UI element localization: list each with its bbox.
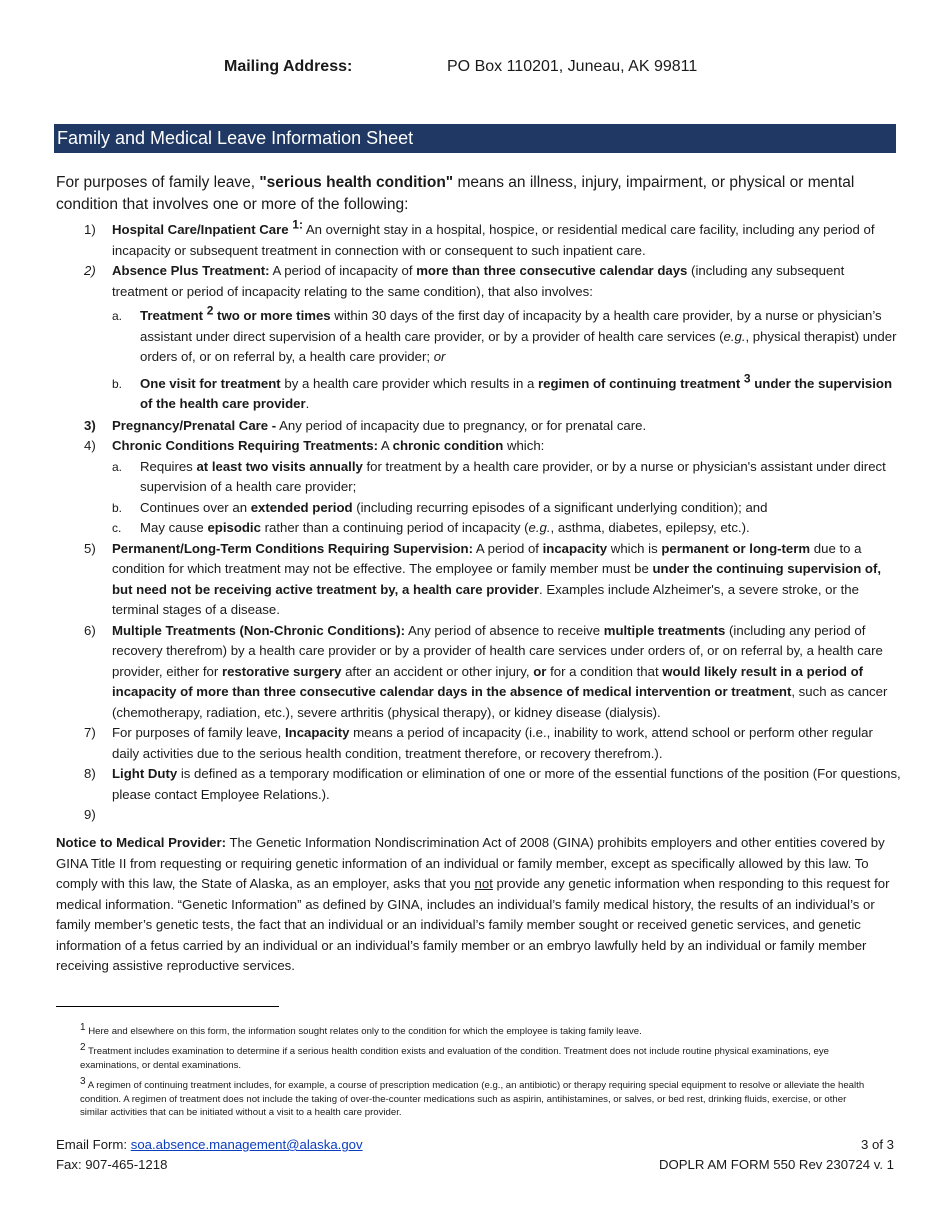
item-text: due to a condition for which treatment may not be effective. The employee or family member must be	[112, 540, 862, 576]
item-text: , asthma, diabetes, epilepsy, etc.).	[550, 520, 750, 535]
footnote-text: Here and elsewhere on this form, the information sought relates only to the condition for which the employee is taking family leave.	[85, 1026, 642, 1037]
item-text: Any period of absence to receive	[405, 622, 604, 638]
item-text: . Examples include Alzheimer's, a severe stroke, or the terminal stages of a disease.	[112, 581, 859, 617]
item-text: for a condition that	[546, 663, 663, 679]
form-identifier: DOPLR AM FORM 550 Rev 230724 v. 1	[658, 1157, 894, 1172]
item-title: Chronic Conditions Requiring Treatments:	[112, 438, 378, 453]
item-bold: incapacity	[542, 540, 608, 556]
list-number: 6)	[84, 622, 96, 638]
item-text: Any period of incapacity due to pregnancy, or for prenatal care.	[276, 417, 647, 433]
list-number: 4)	[84, 438, 96, 453]
item-bold: or	[533, 663, 547, 679]
item-title: Multiple Treatments (Non-Chronic Conditions):	[112, 622, 406, 638]
item-text: rather than a continuing period of incapacity (	[260, 520, 529, 535]
item-text: , such as cancer (chemotherapy, radiation, etc.), severe arthritis (physical therapy), or kidney disease (dialysis).	[112, 684, 888, 720]
item-bold: two or more times	[213, 308, 331, 323]
page-number: 3 of 3	[861, 1137, 894, 1152]
item-text: after an accident or other injury,	[341, 663, 534, 679]
mailing-address-value: PO Box 110201, Juneau, AK 99811	[447, 58, 698, 75]
intro-text-2: means an illness, injury, impairment, or physical or mental condition that involves one or more of the following:	[56, 174, 855, 213]
notice-to-medical-provider	[56, 833, 908, 977]
item-italic: or	[433, 349, 446, 364]
item-text: (including recurring episodes of a significant underlying condition); and	[352, 499, 768, 515]
item-text: is defined as a temporary modification or elimination of one or more of the essential functions of the position (For questions, please contact Employee Relations.).	[112, 766, 901, 802]
item-bold: under the continuing supervision of, but need not be receiving active treatment by, a health care provider	[112, 561, 882, 597]
item-text: by a health care provider which results in a	[280, 375, 538, 391]
item-text: A period of incapacity of	[269, 263, 417, 278]
list-letter: c.	[112, 521, 122, 535]
list-item-incapacity	[84, 723, 902, 764]
item-bold: episodic	[207, 520, 261, 535]
footnote-mark: 2	[80, 1041, 86, 1053]
item-title: Absence Plus Treatment:	[112, 263, 270, 278]
notice-text-2: provide any genetic information when responding to this request for medical information. “Genetic Information” as defined by GINA, includes an individual’s family medical history, the results of an individual’s or family member’s genetic tests, the fact that an individual or an individual’s family member sought or received genetic services, and genetic information of a fetus carried by an individual or an individual’s family member or an embryo lawfully held by an individual or family member receiving assistive reproductive services.	[56, 876, 890, 973]
item-bold: Light Duty	[112, 766, 178, 781]
list-number: 8)	[84, 766, 96, 781]
footer-meta	[659, 1135, 894, 1175]
sub-item-two-visits	[84, 457, 902, 498]
footnote-text: Treatment includes examination to determine if a serious health condition exists and evaluation of the condition. Treatment does not include routine physical examinations, eye examinations, or dental examinations.	[80, 1046, 829, 1071]
footnote-3	[80, 1075, 870, 1120]
list-letter: a.	[112, 309, 123, 323]
item-bold: under the supervision of the health care provider	[140, 375, 893, 411]
item-bold: multiple treatments	[603, 622, 726, 638]
item-bold: Incapacity	[284, 725, 350, 740]
item-text: For purposes of family leave,	[112, 725, 285, 740]
item-bold: extended period	[250, 499, 353, 515]
footnote-mark: 3	[80, 1075, 86, 1087]
item-text: May cause	[140, 520, 208, 535]
list-letter: b.	[112, 376, 123, 391]
item-bold: would likely result in a period of incapacity of more than three consecutive calendar days in the absence of medical intervention or treatment	[112, 663, 864, 699]
notice-text: The Genetic Information Nondiscrimination Act of 2008 (GINA) prohibits employers and other entities covered by GINA Title II from requesting or requiring genetic information of an individual or family member, except as specifically allowed by this law. To comply with this law, the State of Alaska, as an employer, asks that you	[56, 835, 885, 891]
item-text: Continues over an	[140, 499, 251, 515]
notice-underlined-not: not	[474, 876, 493, 891]
footer-contact	[56, 1135, 363, 1175]
item-text: means a period of incapacity (i.e., inability to work, attend school or perform other regular daily activities due to the serious health condition, treatment therefore, or recovery therefrom.).	[112, 725, 873, 761]
list-number: 1)	[84, 222, 96, 237]
list-number: 3)	[84, 417, 96, 433]
item-text: Requires	[140, 458, 197, 474]
list-number: 2)	[84, 263, 96, 278]
footnote-ref: 3	[743, 371, 751, 386]
list-letter: b.	[112, 500, 123, 515]
list-item-pregnancy	[84, 416, 902, 437]
item-italic: e.g.	[723, 328, 746, 344]
footnote-mark: 1	[80, 1021, 86, 1033]
item-text: An overnight stay in a hospital, hospice, or residential medical care facility, including any period of incapacity or subsequent treatment in connection with or consequent to such inpatient care.	[112, 222, 875, 258]
list-letter: a.	[112, 459, 123, 474]
sub-item-one-visit	[84, 371, 902, 415]
item-title: Pregnancy/Prenatal Care -	[112, 417, 277, 433]
mailing-address-label: Mailing Address:	[224, 58, 353, 75]
sub-item-extended-period	[84, 498, 902, 519]
sub-item-episodic	[84, 518, 902, 539]
item-text: , physical therapist) under orders of, or on referral by, a health care provider;	[140, 328, 897, 364]
item-text: which:	[503, 438, 545, 453]
item-title: Permanent/Long-Term Conditions Requiring Supervision:	[112, 540, 473, 556]
footer-email-line	[56, 1135, 363, 1155]
footnote-2	[80, 1041, 870, 1072]
item-bold: regimen of continuing treatment	[538, 375, 741, 391]
intro-bold-term: "serious health condition"	[259, 174, 454, 191]
list-item-chronic-conditions	[84, 436, 902, 457]
intro-paragraph	[56, 172, 906, 216]
item-title: Hospital Care/Inpatient Care	[112, 222, 289, 237]
item-text: (including any period of recovery therefrom) by a health care provider or by a provider of health care services under orders of, or on referral by, a health care provider, either for	[112, 622, 883, 679]
section-banner-title: Family and Medical Leave Information Sheet	[54, 124, 896, 153]
item-text: A	[377, 438, 393, 453]
list-number: 7)	[84, 725, 96, 740]
email-link[interactable]: soa.absence.management@alaska.gov	[130, 1137, 363, 1152]
footnote-text: A regimen of continuing treatment includes, for example, a course of prescription medication (e.g., an antibiotic) or therapy requiring special equipment to resolve or alleviate the health condition. A regimen of treatment does not include the taking of over-the-counter medications such as aspirin, antihistamines, or salves, or bed rest, drinking fluids, exercise, or other similar activities that can be initiated without a visit to a health care provider.	[80, 1080, 865, 1118]
item-text: .	[305, 396, 310, 411]
list-item-permanent-conditions	[84, 539, 902, 621]
item-text: A period of	[472, 540, 543, 556]
list-number: 5)	[84, 540, 96, 556]
list-item-light-duty	[84, 764, 902, 805]
item-text: within 30 days of the first day of incapacity by a health care provider, by a nurse or physician’s assistant under direct supervision of a health care provider, or by a provider of health care services (	[140, 308, 882, 344]
item-bold: One visit for treatment	[140, 375, 281, 391]
item-bold: more than three consecutive calendar days	[416, 263, 688, 278]
item-bold: restorative surgery	[221, 663, 342, 679]
list-number: 9)	[84, 807, 96, 822]
list-item-multiple-treatments	[84, 621, 902, 724]
item-bold: at least two visits annually	[196, 458, 363, 474]
sub-item-treatment	[84, 303, 902, 368]
notice-label: Notice to Medical Provider:	[56, 835, 227, 850]
item-text: which is	[607, 540, 662, 556]
item-bold: chronic condition	[392, 438, 504, 453]
conditions-list	[84, 217, 902, 826]
item-text: for treatment by a health care provider, or by a nurse or physician's assistant under direct supervision of a health care provider;	[140, 458, 886, 494]
email-label: Email Form:	[56, 1137, 131, 1152]
footnote-ref: 1:	[292, 217, 303, 232]
footnote-ref: 2	[206, 303, 214, 318]
item-bold: Treatment	[140, 308, 204, 323]
list-item-hospital-care	[84, 217, 902, 261]
item-bold: permanent or long-term	[661, 540, 811, 556]
intro-text: For purposes of family leave,	[56, 174, 260, 191]
list-item-empty	[84, 805, 902, 826]
footer-fax: Fax: 907-465-1218	[56, 1157, 168, 1172]
item-text: (including any subsequent treatment or period of incapacity relating to the same condition), that also involves:	[112, 263, 845, 299]
footnote-1	[80, 1021, 870, 1039]
footnote-divider	[56, 1006, 279, 1007]
item-italic: e.g.	[528, 520, 551, 535]
list-item-absence-plus-treatment	[84, 261, 902, 302]
